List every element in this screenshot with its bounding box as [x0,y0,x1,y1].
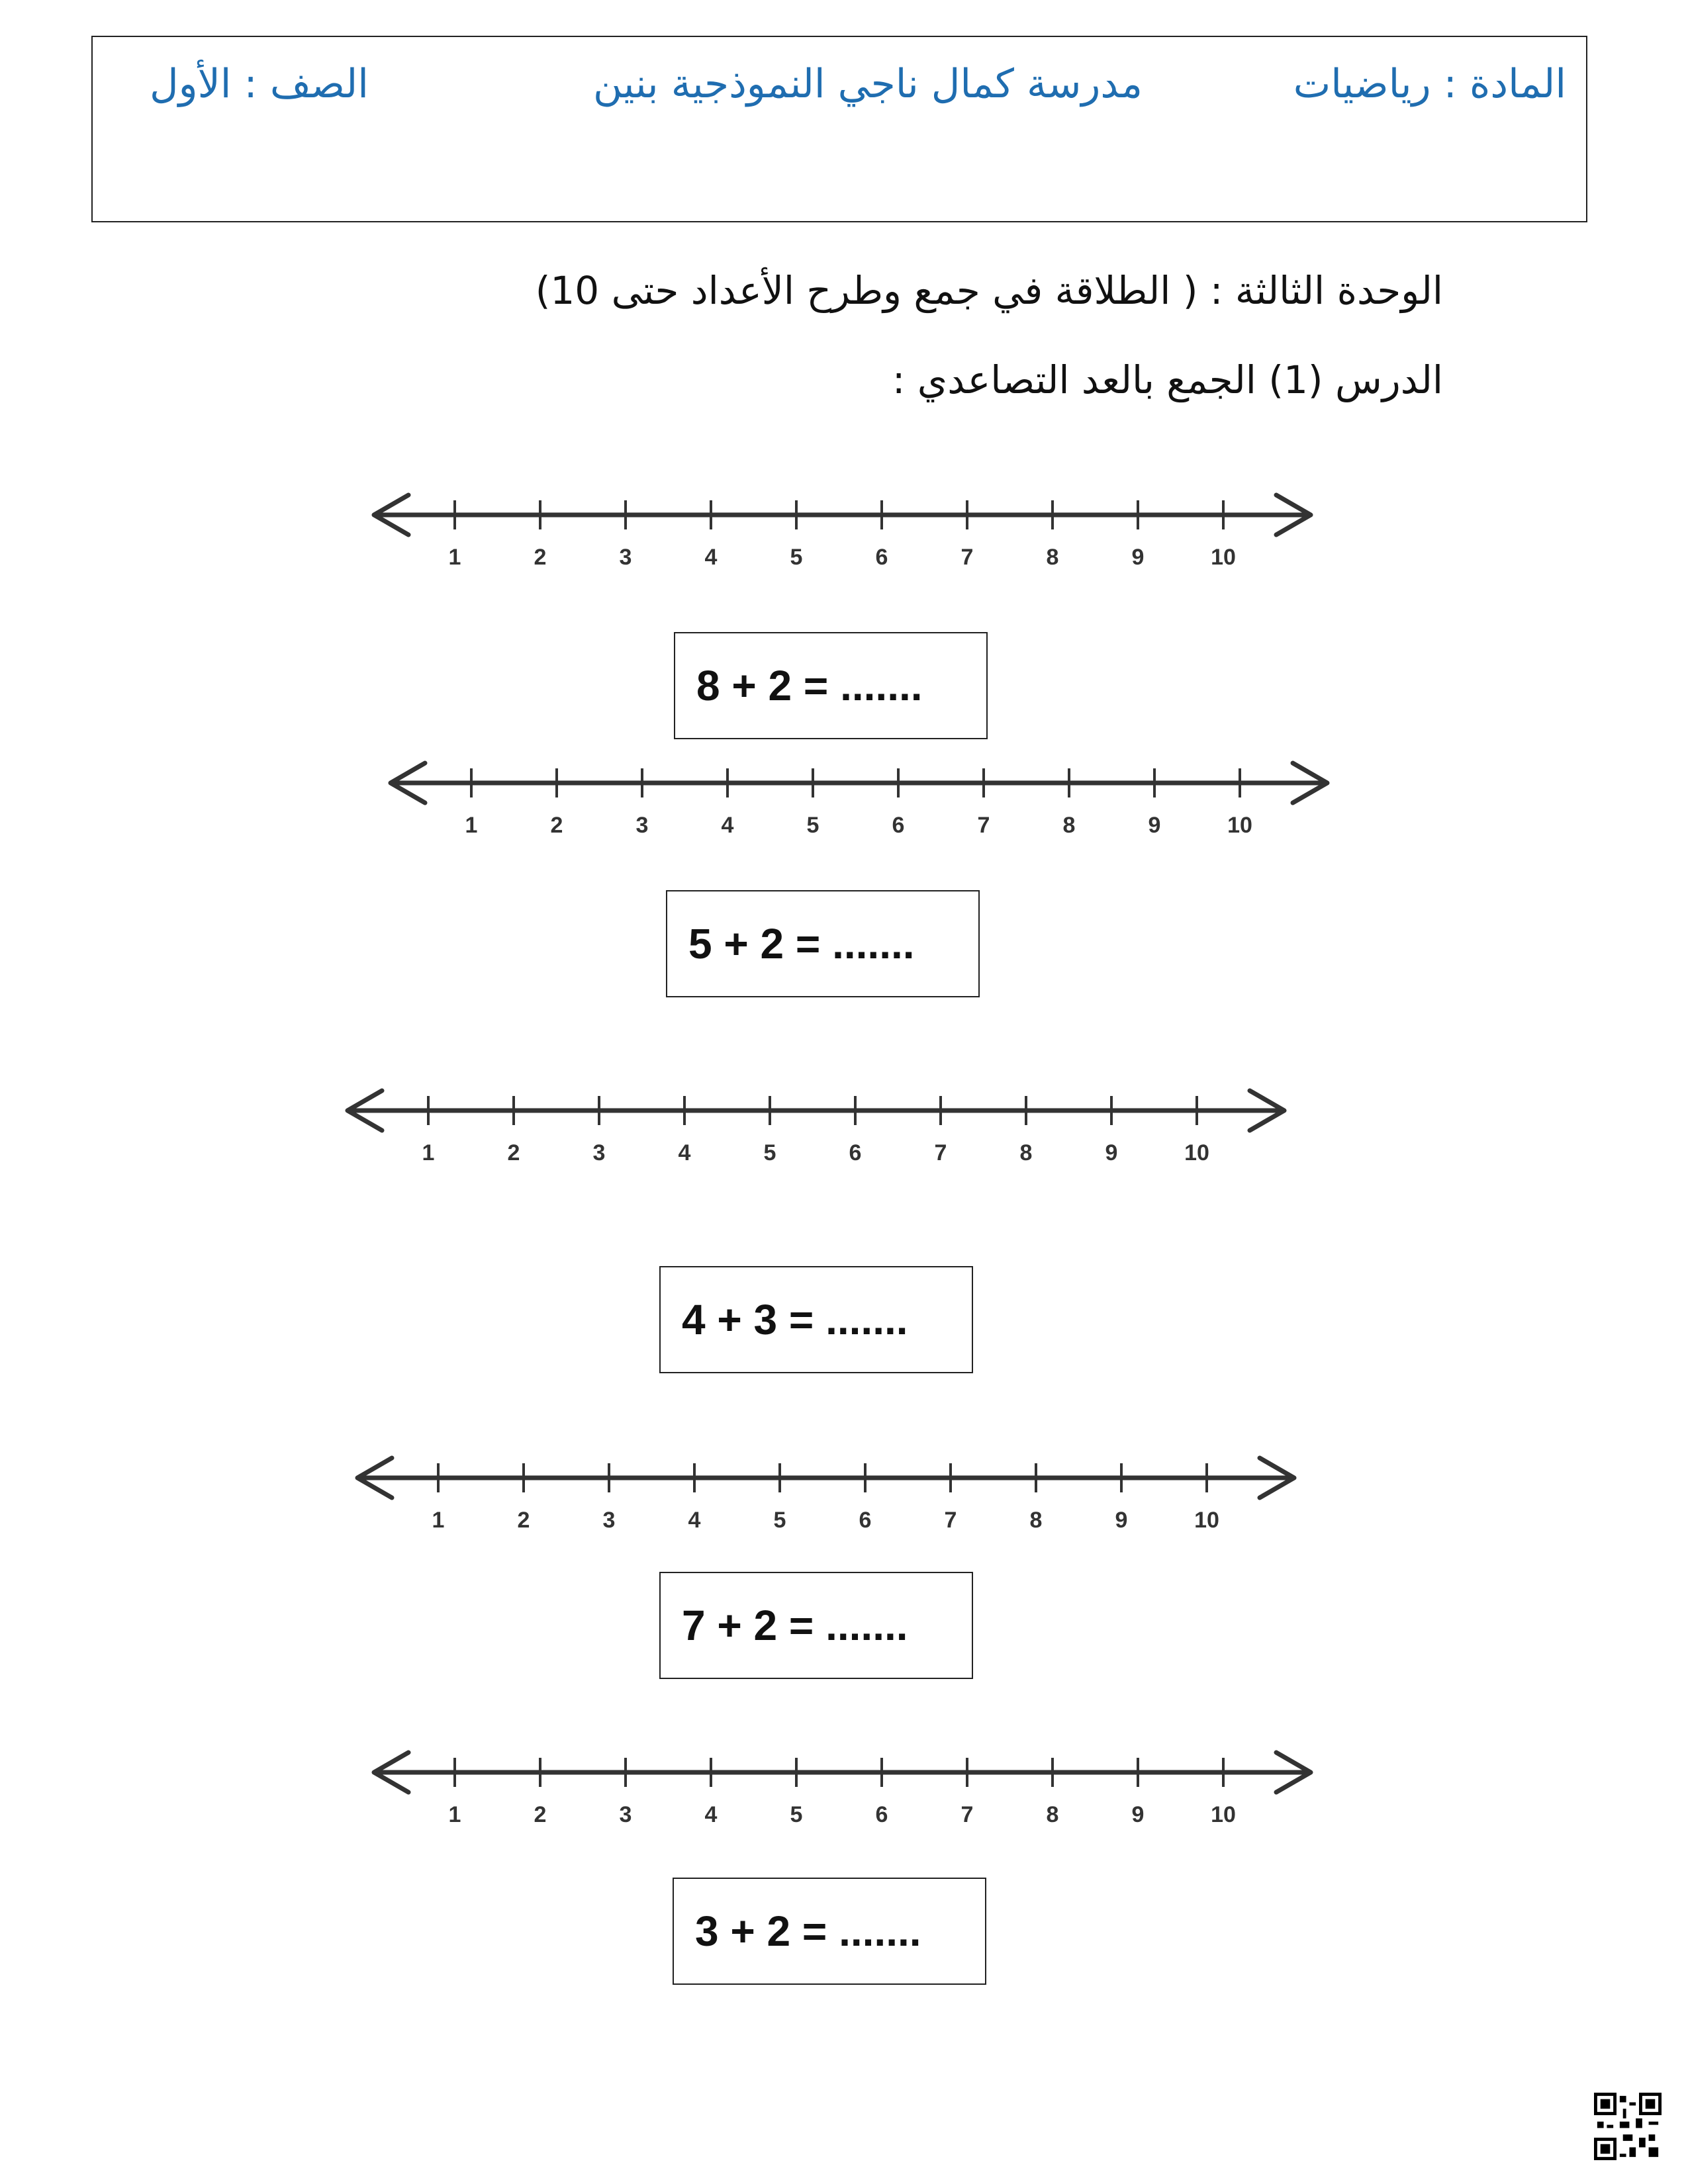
number-line-tick-label: 2 [534,1802,547,1827]
exercise-box[interactable]: 3 + 2 = ....... [673,1878,986,1985]
number-line-tick-label: 10 [1211,1802,1236,1827]
number-line-tick-label: 7 [934,1140,947,1165]
number-line-tick-label: 5 [773,1508,786,1533]
number-line-tick-label: 1 [422,1140,435,1165]
number-line-tick-label: 10 [1227,813,1252,838]
number-line-svg [341,1079,1294,1171]
number-line-tick-label: 8 [1046,1802,1059,1827]
number-line-tick-label: 6 [892,813,905,838]
number-line [384,751,1337,844]
exercise-box[interactable]: 7 + 2 = ....... [659,1572,973,1679]
qr-code-icon [1594,2093,1662,2160]
number-line-tick-label: 10 [1194,1508,1219,1533]
lesson-title: الدرس (1) الجمع بالعد التصاعدي : [892,357,1443,402]
grade-label: الصف : الأول [150,61,369,107]
number-line [367,483,1321,576]
number-line-tick-label: 8 [1062,813,1076,838]
number-line-tick-label: 1 [448,1802,461,1827]
number-line-tick-label: 8 [1029,1508,1043,1533]
number-line-tick-label: 8 [1019,1140,1033,1165]
number-line-tick-label: 7 [961,545,974,570]
number-line-tick-label: 5 [790,1802,803,1827]
number-line-tick-label: 5 [763,1140,776,1165]
number-line-tick-label: 7 [961,1802,974,1827]
number-line-svg [384,751,1337,844]
number-line [367,1741,1321,1833]
number-line-svg [367,483,1321,576]
number-line-tick-label: 4 [704,545,718,570]
number-line-tick-label: 5 [790,545,803,570]
number-line-tick-label: 3 [592,1140,606,1165]
number-line-tick-label: 6 [875,1802,888,1827]
number-line-tick-label: 10 [1184,1140,1209,1165]
number-line-tick-label: 4 [704,1802,718,1827]
number-line-tick-label: 10 [1211,545,1236,570]
number-line [341,1079,1294,1171]
number-line-tick-label: 9 [1115,1508,1128,1533]
number-line-tick-label: 5 [806,813,820,838]
number-line-tick-label: 1 [448,545,461,570]
school-name: مدرسة كمال ناجي النموذجية بنين [593,61,1143,107]
number-line-tick-label: 8 [1046,545,1059,570]
number-line-tick-label: 4 [688,1508,701,1533]
number-line-tick-label: 2 [550,813,563,838]
number-line-tick-label: 3 [619,545,632,570]
number-line-tick-label: 7 [977,813,990,838]
number-line [351,1446,1304,1539]
exercise-box[interactable]: 8 + 2 = ....... [674,632,988,739]
number-line-tick-label: 1 [432,1508,445,1533]
number-line-tick-label: 7 [944,1508,957,1533]
subject-label: المادة : رياضيات [1293,61,1566,107]
number-line-tick-label: 6 [875,545,888,570]
number-line-tick-label: 9 [1148,813,1161,838]
unit-title: الوحدة الثالثة : ( الطلاقة في جمع وطرح الأعداد حتى 10) [535,268,1443,313]
number-line-tick-label: 2 [507,1140,520,1165]
number-line-tick-label: 3 [635,813,649,838]
number-line-tick-label: 9 [1131,1802,1145,1827]
number-line-tick-label: 9 [1105,1140,1118,1165]
number-line-tick-label: 1 [465,813,478,838]
number-line-tick-label: 4 [721,813,734,838]
number-line-tick-label: 6 [849,1140,862,1165]
number-line-tick-label: 3 [602,1508,616,1533]
header-box [91,36,1587,222]
number-line-tick-label: 2 [517,1508,530,1533]
exercise-box[interactable]: 5 + 2 = ....... [666,890,980,997]
number-line-tick-label: 9 [1131,545,1145,570]
number-line-svg [367,1741,1321,1833]
number-line-tick-label: 4 [678,1140,691,1165]
number-line-svg [351,1446,1304,1539]
number-line-tick-label: 3 [619,1802,632,1827]
exercise-box[interactable]: 4 + 3 = ....... [659,1266,973,1373]
number-line-tick-label: 6 [859,1508,872,1533]
number-line-tick-label: 2 [534,545,547,570]
